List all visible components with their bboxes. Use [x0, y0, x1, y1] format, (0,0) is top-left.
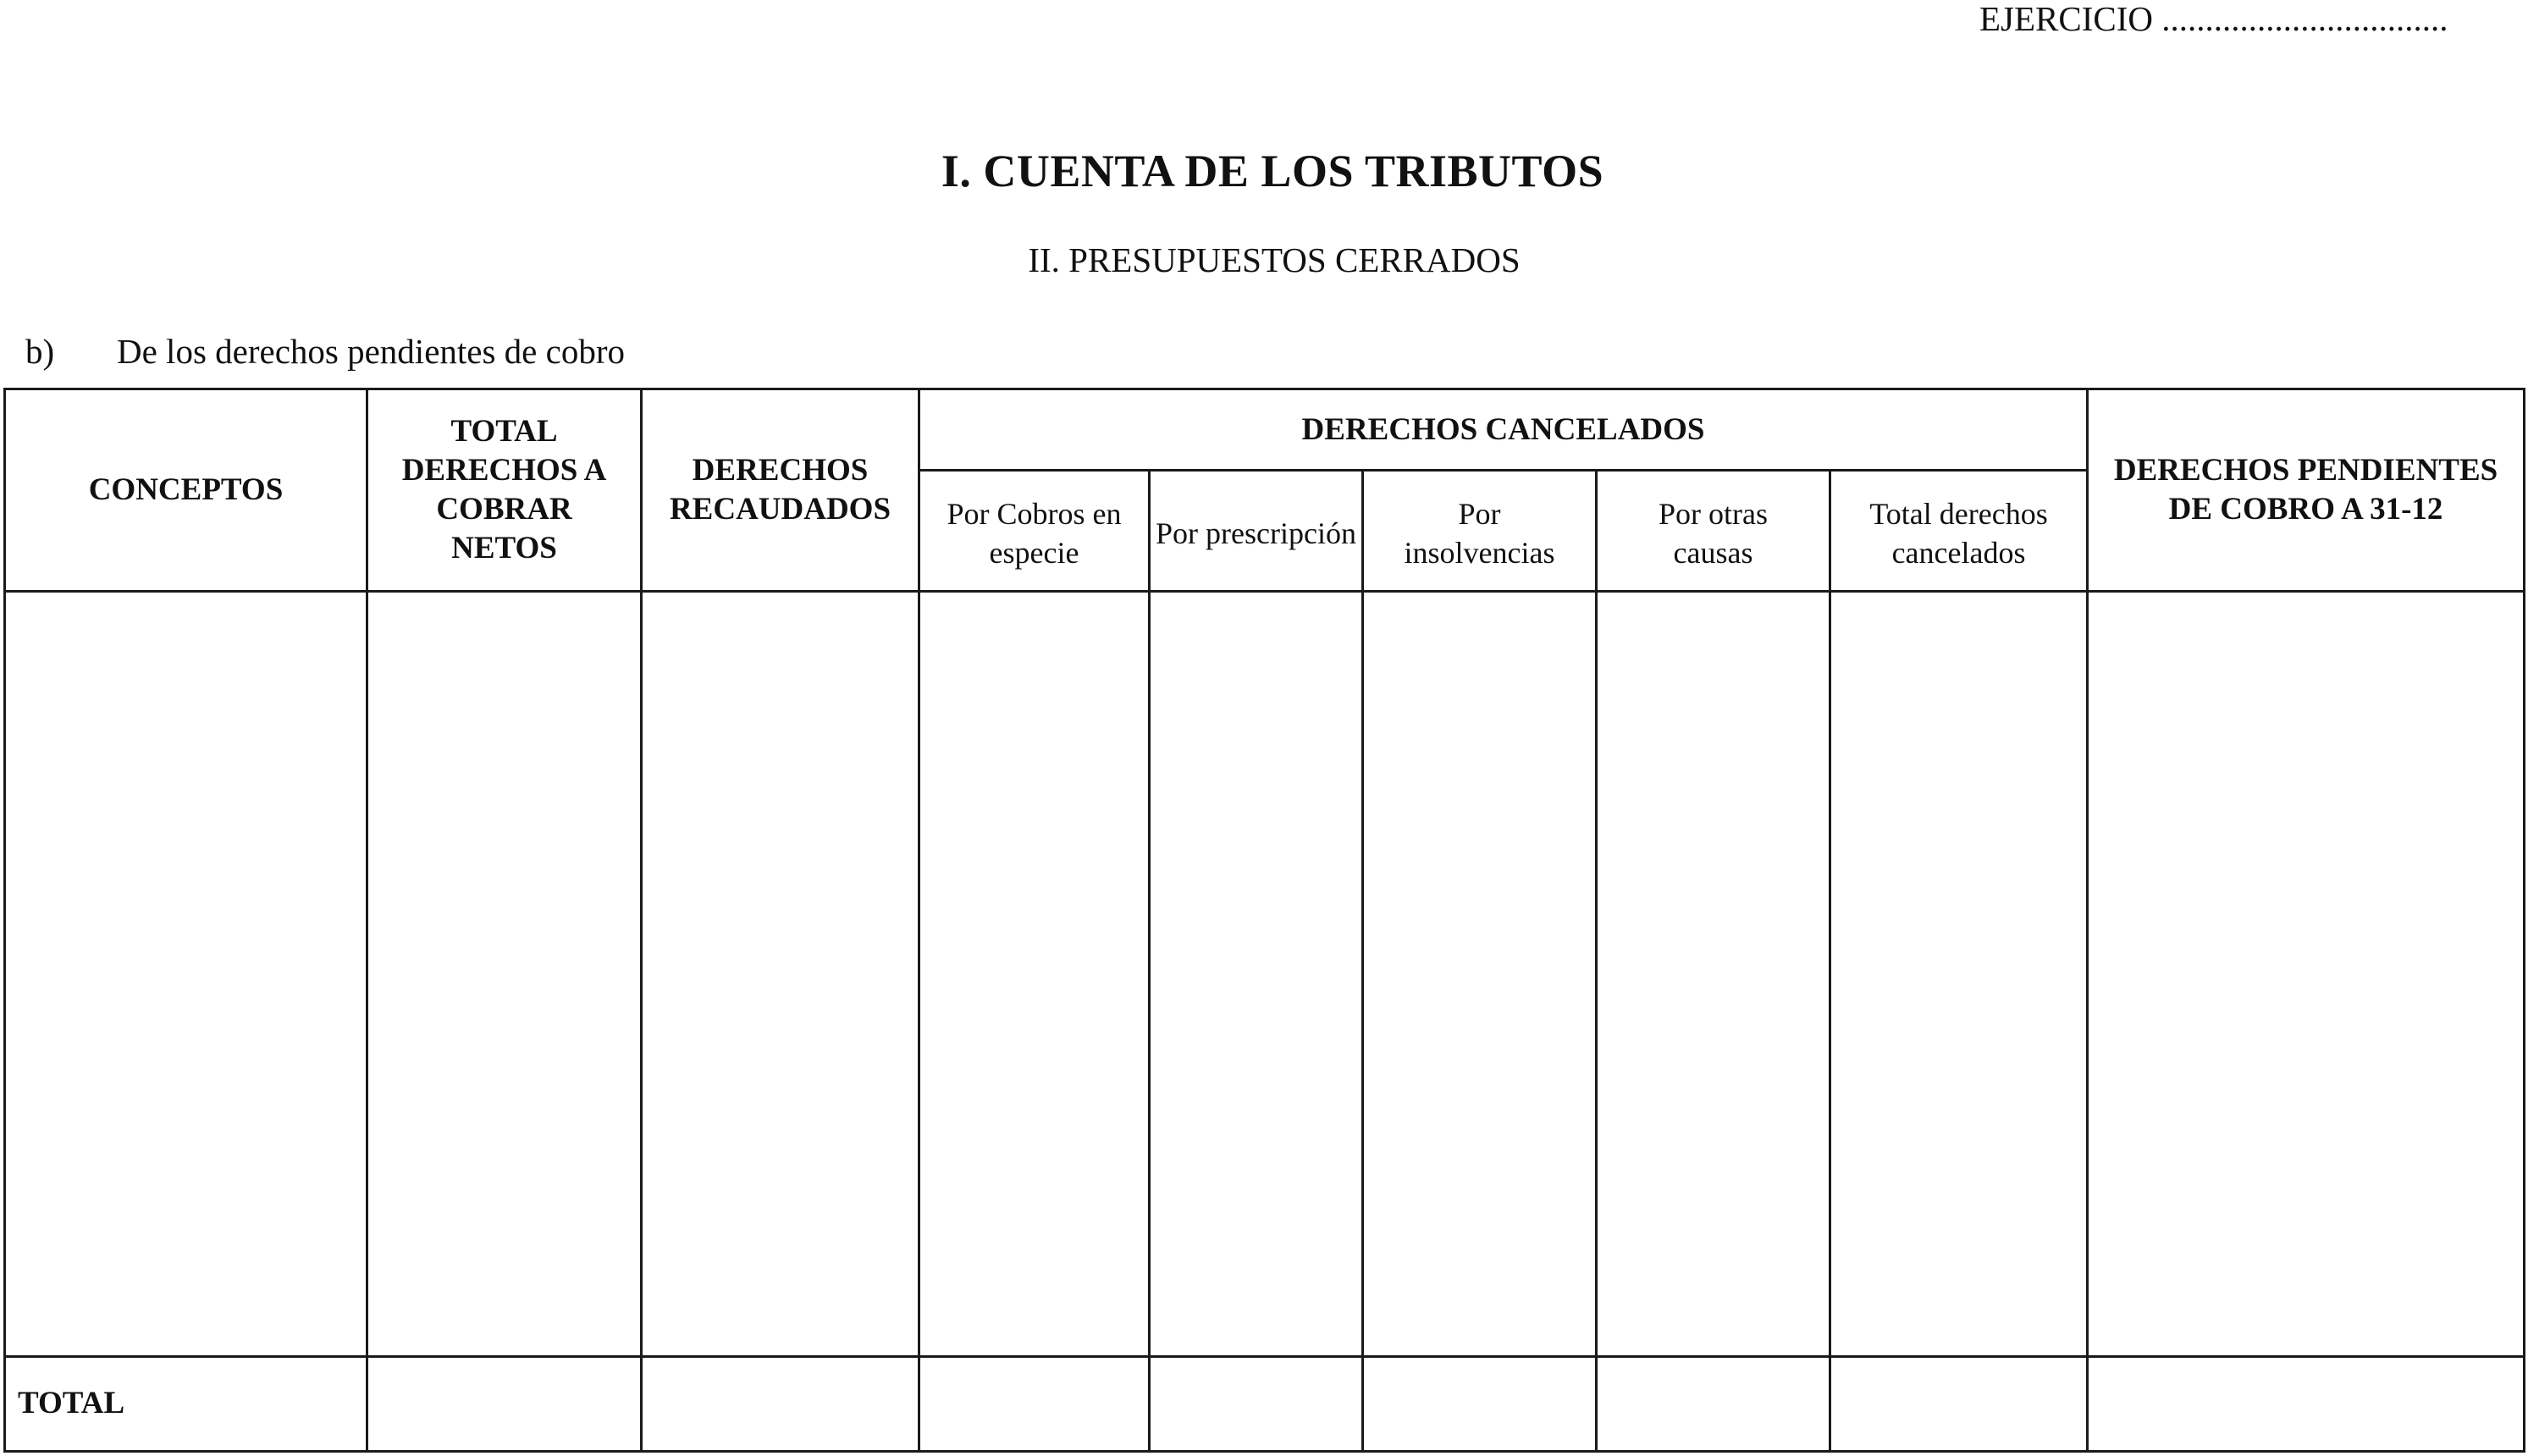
total-pendientes[interactable]	[2088, 1356, 2525, 1451]
cell-insolvencias[interactable]	[1363, 591, 1597, 1356]
ejercicio-field: EJERCICIO .................................	[1979, 0, 2448, 38]
header-total-cancelados: Total derechos cancelados	[1830, 471, 2088, 591]
cell-total-derechos[interactable]	[367, 591, 642, 1356]
page-title: I. CUENTA DE LOS TRIBUTOS	[941, 146, 1604, 196]
cell-otras-causas[interactable]	[1597, 591, 1830, 1356]
header-derechos-cancelados: DERECHOS CANCELADOS	[919, 389, 2088, 471]
header-prescripcion: Por prescripción	[1150, 471, 1363, 591]
total-total-cancelados[interactable]	[1830, 1356, 2088, 1451]
header-insolvencias: Por insolvencias	[1363, 471, 1597, 591]
header-total-derechos: TOTAL DERECHOS A COBRAR NETOS	[367, 389, 642, 592]
header-otras-causas: Por otras causas	[1597, 471, 1830, 591]
section-heading	[25, 330, 625, 372]
cell-conceptos[interactable]	[5, 591, 367, 1356]
section-letter: b)	[25, 332, 55, 371]
total-cobros-especie[interactable]	[919, 1356, 1150, 1451]
header-recaudados: DERECHOS RECAUDADOS	[642, 389, 919, 592]
page-subtitle: II. PRESUPUESTOS CERRADOS	[1028, 240, 1521, 279]
total-prescripcion[interactable]	[1150, 1356, 1363, 1451]
total-recaudados[interactable]	[642, 1356, 919, 1451]
total-total-derechos[interactable]	[367, 1356, 642, 1451]
derechos-table	[3, 388, 2525, 1453]
header-conceptos: CONCEPTOS	[5, 389, 367, 592]
header-pendientes: DERECHOS PENDIENTES DE COBRO A 31-12	[2088, 389, 2525, 592]
cell-pendientes[interactable]	[2088, 591, 2525, 1356]
total-otras-causas[interactable]	[1597, 1356, 1830, 1451]
total-label: TOTAL	[5, 1356, 367, 1451]
cell-cobros-especie[interactable]	[919, 591, 1150, 1356]
cell-prescripcion[interactable]	[1150, 591, 1363, 1356]
section-text: De los derechos pendientes de cobro	[117, 332, 625, 371]
total-insolvencias[interactable]	[1363, 1356, 1597, 1451]
cell-total-cancelados[interactable]	[1830, 591, 2088, 1356]
total-row	[5, 1356, 2525, 1451]
cell-recaudados[interactable]	[642, 591, 919, 1356]
header-cobros-especie: Por Cobros en especie	[919, 471, 1150, 591]
table-row	[5, 591, 2525, 1356]
